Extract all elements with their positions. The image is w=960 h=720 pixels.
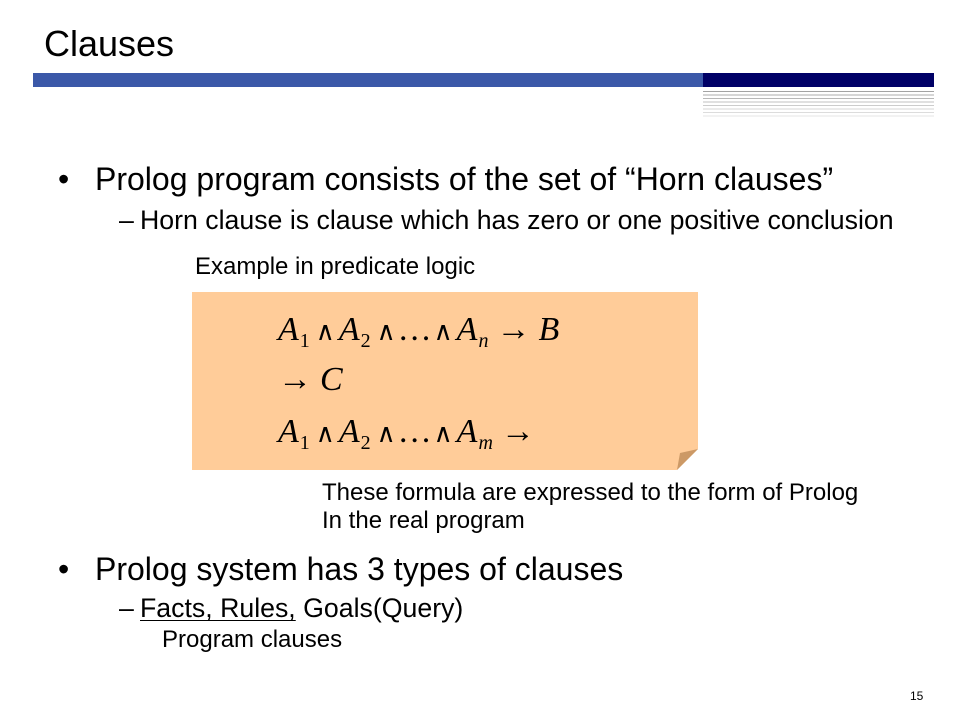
formula-implies-arrow: → <box>500 413 535 450</box>
sub-bullet-marker: – <box>119 205 134 235</box>
sub-bullet-text <box>140 592 463 624</box>
prolog-note-line: These formula are expressed to the form of Prolog <box>322 479 859 506</box>
formula-implies-arrow: → <box>278 361 312 398</box>
formula-variable: A <box>456 413 478 450</box>
formula-and-operator: ∧ <box>315 317 335 347</box>
formula-variable: A <box>278 413 299 450</box>
formula-and-operator: ∧ <box>315 419 335 449</box>
page-number: 15 <box>910 689 924 703</box>
sub-bullet-item <box>0 592 960 624</box>
bullet-marker: • <box>58 161 70 197</box>
header-bar-accent <box>703 73 934 87</box>
formula-and-operator: ∧ <box>376 317 396 347</box>
example-caption: Example in predicate logic <box>195 253 476 280</box>
clause-types-rest: Goals(Query) <box>303 593 464 623</box>
formula-line-2 <box>278 360 343 400</box>
formula-head: B <box>538 311 560 348</box>
formula-subscript: n <box>478 330 489 352</box>
bullet-text: Prolog system has 3 types of clauses <box>95 551 624 587</box>
formula-subscript: 1 <box>299 432 310 454</box>
bullet-marker: • <box>58 551 70 587</box>
bullet-item <box>0 160 960 198</box>
formula-subscript: m <box>478 432 493 454</box>
formula-variable: A <box>338 413 360 450</box>
sub-bullet-text: Horn clause is clause which has zero or one positive conclusion <box>140 205 894 235</box>
formula-subscript: 2 <box>360 330 371 352</box>
sub-bullet-marker: – <box>119 593 134 623</box>
bullet-item <box>0 550 960 588</box>
formula-and-operator: ∧ <box>433 419 453 449</box>
formula-line-1 <box>278 310 559 350</box>
bullet-text: Prolog program consists of the set of “Horn clauses” <box>95 161 834 197</box>
formula-variable: A <box>338 311 360 348</box>
slide-title: Clauses <box>44 23 175 64</box>
formula-subscript: 2 <box>360 432 371 454</box>
header-stripes <box>703 89 934 119</box>
formula-variable: A <box>456 311 478 348</box>
program-clauses-label: Program clauses <box>162 626 343 653</box>
formula-ellipsis: … <box>397 311 432 348</box>
formula-and-operator: ∧ <box>433 317 453 347</box>
sub-bullet-item <box>0 204 960 236</box>
formula-and-operator: ∧ <box>376 419 396 449</box>
formula-subscript: 1 <box>299 330 310 352</box>
formula-variable: A <box>278 311 299 348</box>
formula-line-3 <box>278 412 543 452</box>
prolog-note-line: In the real program <box>322 507 525 534</box>
clause-types-underlined: Facts, Rules, <box>140 593 296 623</box>
formula-ellipsis: … <box>397 413 432 450</box>
header-bar <box>33 73 703 87</box>
formula-implies-arrow: → <box>496 311 531 348</box>
formula-head: C <box>320 361 343 398</box>
